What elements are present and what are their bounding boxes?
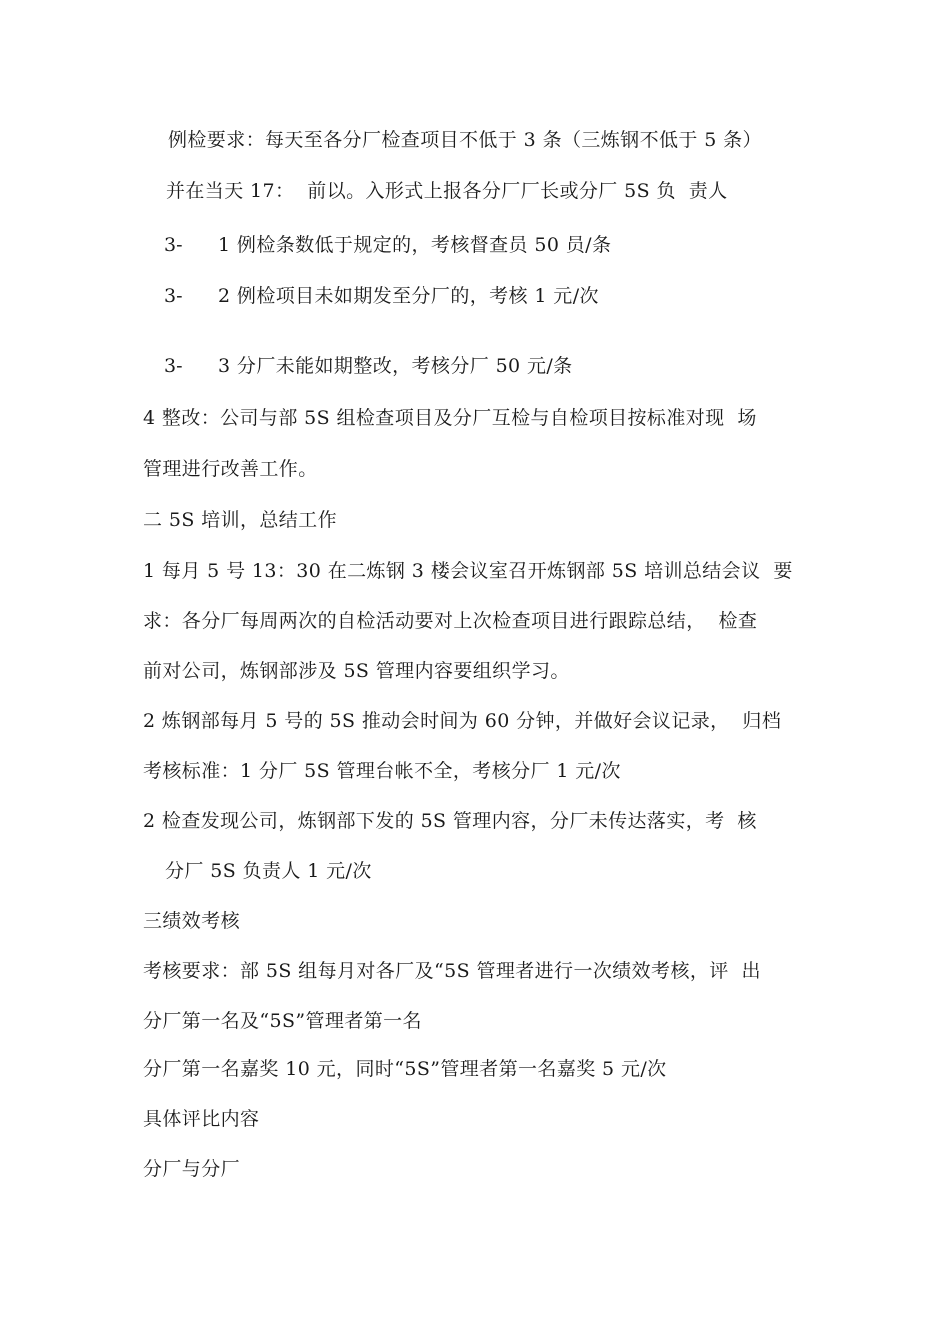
text-line-5: 3 分厂未能如期整改，考核分厂 50 元/条 <box>218 355 573 377</box>
text-line-11: 前对公司，炼钢部涉及 5S 管理内容要组织学习。 <box>143 660 570 682</box>
text-line-7: 管理进行改善工作。 <box>143 458 318 480</box>
text-line-4: 2 例检项目未如期发至分厂的，考核 1 元/次 <box>218 285 599 307</box>
text-line-13: 考核标准：1 分厂 5S 管理台帐不全，考核分厂 1 元/次 <box>143 760 621 782</box>
text-line-10: 求：各分厂每周两次的自检活动要对上次检查项目进行跟踪总结， 检查 <box>143 610 758 632</box>
text-line-14: 2 检查发现公司，炼钢部下发的 5S 管理内容，分厂未传达落实，考 核 <box>143 810 757 832</box>
text-line-20: 具体评比内容 <box>143 1108 260 1130</box>
section-heading-performance: 三绩效考核 <box>143 910 241 932</box>
text-line-6: 4 整改：公司与部 5S 组检查项目及分厂互检与自检项目按标准对现 场 <box>143 407 757 429</box>
text-line-9: 1 每月 5 号 13：30 在二炼钢 3 楼会议室召开炼钢部 5S 培训总结会议 要 <box>143 560 793 582</box>
list-prefix-2: 3- <box>164 285 183 307</box>
text-line-21: 分厂与分厂 <box>143 1158 241 1180</box>
text-line-2: 并在当天 17： 前以。入形式上报各分厂厂长或分厂 5S 负 责人 <box>166 180 728 202</box>
text-line-15: 分厂 5S 负责人 1 元/次 <box>165 860 372 882</box>
text-line-3: 1 例检条数低于规定的，考核督查员 50 员/条 <box>218 234 612 256</box>
section-heading-training: 二 5S 培训，总结工作 <box>143 509 337 531</box>
text-line-1: 例检要求：每天至各分厂检查项目不低于 3 条（三炼钢不低于 5 条） <box>168 129 762 151</box>
text-line-17: 考核要求：部 5S 组每月对各厂及“5S 管理者进行一次绩效考核，评 出 <box>143 960 761 982</box>
text-line-18: 分厂第一名及“5S”管理者第一名 <box>143 1010 422 1032</box>
text-line-19: 分厂第一名嘉奖 10 元，同时“5S”管理者第一名嘉奖 5 元/次 <box>143 1058 667 1080</box>
text-line-12: 2 炼钢部每月 5 号的 5S 推动会时间为 60 分钟，并做好会议记录， 归档 <box>143 710 782 732</box>
list-prefix-3: 3- <box>164 355 183 377</box>
list-prefix-1: 3- <box>164 234 183 256</box>
